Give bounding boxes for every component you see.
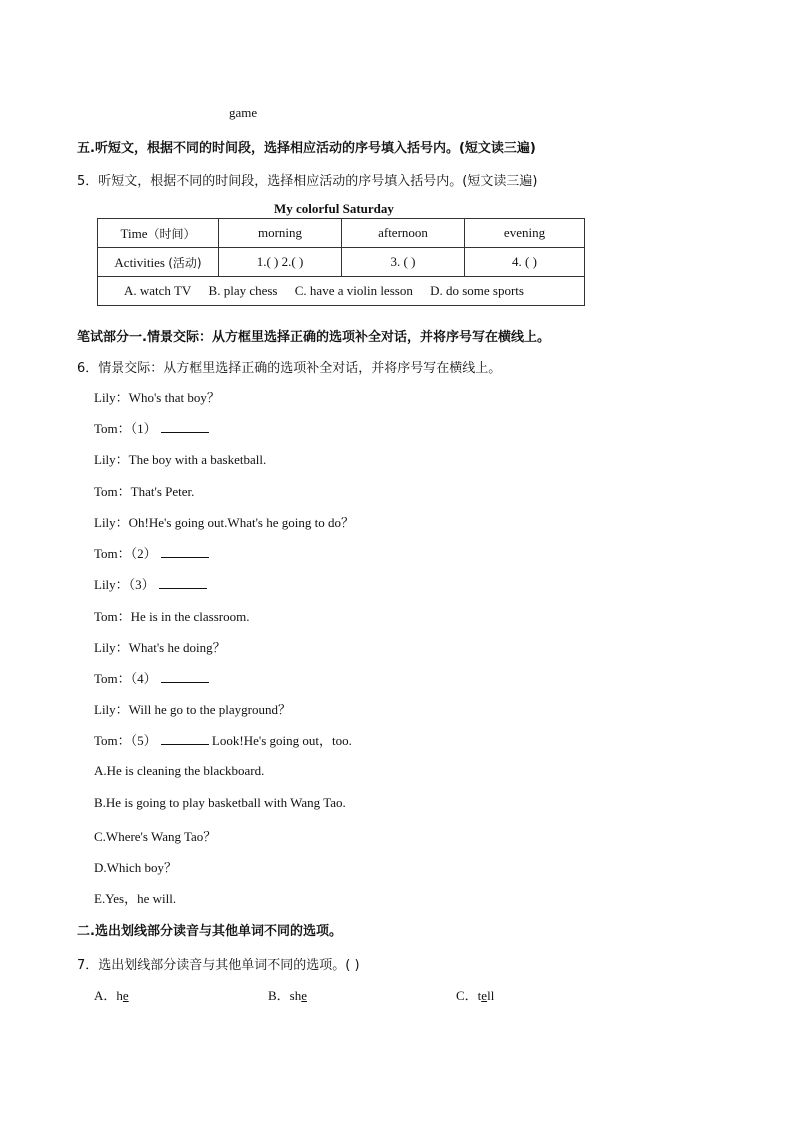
line-text: （2） [130, 546, 157, 561]
line-text: That's Peter. [130, 484, 195, 499]
answer-blank-1[interactable] [161, 420, 209, 433]
blank-2[interactable]: 2.( ) [281, 254, 304, 269]
dialogue-line-4 [94, 481, 194, 500]
speaker: Tom： [94, 546, 131, 561]
speaker: Tom： [94, 421, 131, 436]
line-tail: Look!He's going out，too. [211, 733, 352, 748]
afternoon-header: afternoon [342, 219, 465, 248]
answer-blank-2[interactable] [161, 545, 209, 558]
dialogue-line-2 [94, 418, 209, 437]
schedule-table [97, 218, 585, 306]
choice-a: A.He is cleaning the blackboard. [94, 763, 265, 778]
dialogue-line-3 [94, 449, 266, 468]
line-text: The boy with a basketball. [128, 452, 267, 467]
speaker: Lily： [94, 702, 129, 717]
choice-c: C.Where's Wang Tao？ [94, 829, 217, 844]
dialogue-line-9 [94, 637, 226, 656]
speaker: Lily： [94, 640, 129, 655]
question-7: 7．选出划线部分读音与其他单词不同的选项。( ) [77, 958, 360, 973]
line-text: Oh!He's going out.What's he going to do？ [128, 515, 354, 530]
morning-header: morning [219, 219, 342, 248]
evening-header: evening [465, 219, 585, 248]
answer-blank-3[interactable] [159, 576, 207, 589]
word-underlined: e [122, 988, 129, 1003]
dialogue-line-5 [94, 512, 354, 531]
word-prefix: t [477, 988, 482, 1003]
choice-b: B.He is going to play basketball with Wang Tao. [94, 795, 346, 810]
speaker: Tom： [94, 484, 131, 499]
option-d: D. do some sports [430, 283, 524, 298]
speaker: Lily： [94, 390, 129, 405]
line-text: What's he doing？ [128, 640, 226, 655]
option-label: C． [456, 988, 478, 1003]
activities-row [98, 248, 585, 277]
options-row [98, 277, 585, 306]
line-text: Who's that boy？ [128, 390, 220, 405]
choice-d: D.Which boy？ [94, 860, 178, 875]
morning-blanks [219, 248, 342, 277]
activities-label: Activities [114, 254, 165, 270]
time-label-cn: （时间） [147, 226, 196, 241]
line-text: Will he go to the playground？ [128, 702, 291, 717]
dialogue-line-7 [94, 574, 207, 593]
option-c: C. have a violin lesson [294, 283, 413, 298]
word-underlined: e [301, 988, 308, 1003]
word-prefix: h [116, 988, 123, 1003]
option-label: B． [268, 988, 290, 1003]
table-title: My colorful Saturday [274, 201, 394, 216]
answer-blank-4[interactable] [161, 670, 209, 683]
blank-4[interactable]: 4. ( ) [465, 248, 585, 277]
section5-header: 五.听短文，根据不同的时间段，选择相应活动的序号填入括号内。(短文读三遍) [77, 141, 536, 156]
dialogue-line-11 [94, 699, 291, 718]
time-label: Time [120, 225, 148, 241]
line-text: （5） [130, 733, 157, 748]
line-text: （3） [128, 577, 155, 592]
phonics-option-c[interactable] [456, 985, 494, 1004]
option-a: A. watch TV [124, 283, 192, 298]
line-text: He is in the classroom. [130, 609, 250, 624]
phonics-option-b[interactable] [268, 985, 307, 1004]
word-prefix: sh [289, 988, 302, 1003]
answer-blank-5[interactable] [161, 732, 209, 745]
speaker: Lily： [94, 577, 129, 592]
section2-header: 二.选出划线部分读音与其他单词不同的选项。 [77, 924, 342, 939]
word-underlined: e [481, 988, 488, 1003]
option-label: A． [94, 988, 117, 1003]
question-5: 5．听短文，根据不同的时间段，选择相应活动的序号填入括号内。(短文读三遍) [77, 174, 538, 189]
time-header-cell [98, 219, 219, 248]
choice-e: E.Yes，he will. [94, 891, 177, 906]
question-6: 6．情景交际：从方框里选择正确的选项补全对话，并将序号写在横线上。 [77, 361, 502, 376]
dialogue-line-1 [94, 387, 220, 406]
table-header-row [98, 219, 585, 248]
dialogue-line-10 [94, 668, 209, 687]
line-text: （1） [130, 421, 157, 436]
speaker: Lily： [94, 452, 129, 467]
speaker: Lily： [94, 515, 129, 530]
phonics-option-a[interactable] [94, 985, 129, 1004]
word-suffix: ll [487, 988, 495, 1003]
section6-header: 笔试部分一.情景交际：从方框里选择正确的选项补全对话，并将序号写在横线上。 [77, 330, 550, 345]
option-b: B. play chess [208, 283, 278, 298]
dialogue-line-8 [94, 606, 249, 625]
dialogue-line-12 [94, 730, 352, 749]
options-cell [98, 277, 585, 306]
blank-1[interactable]: 1.( ) [256, 254, 279, 269]
speaker: Tom： [94, 609, 131, 624]
top-word: game [229, 105, 258, 120]
dialogue-line-6 [94, 543, 209, 562]
speaker: Tom： [94, 671, 131, 686]
speaker: Tom： [94, 733, 131, 748]
activities-label-cn: (活动) [168, 255, 202, 270]
activities-label-cell [98, 248, 219, 277]
blank-3[interactable]: 3. ( ) [342, 248, 465, 277]
line-text: （4） [130, 671, 157, 686]
